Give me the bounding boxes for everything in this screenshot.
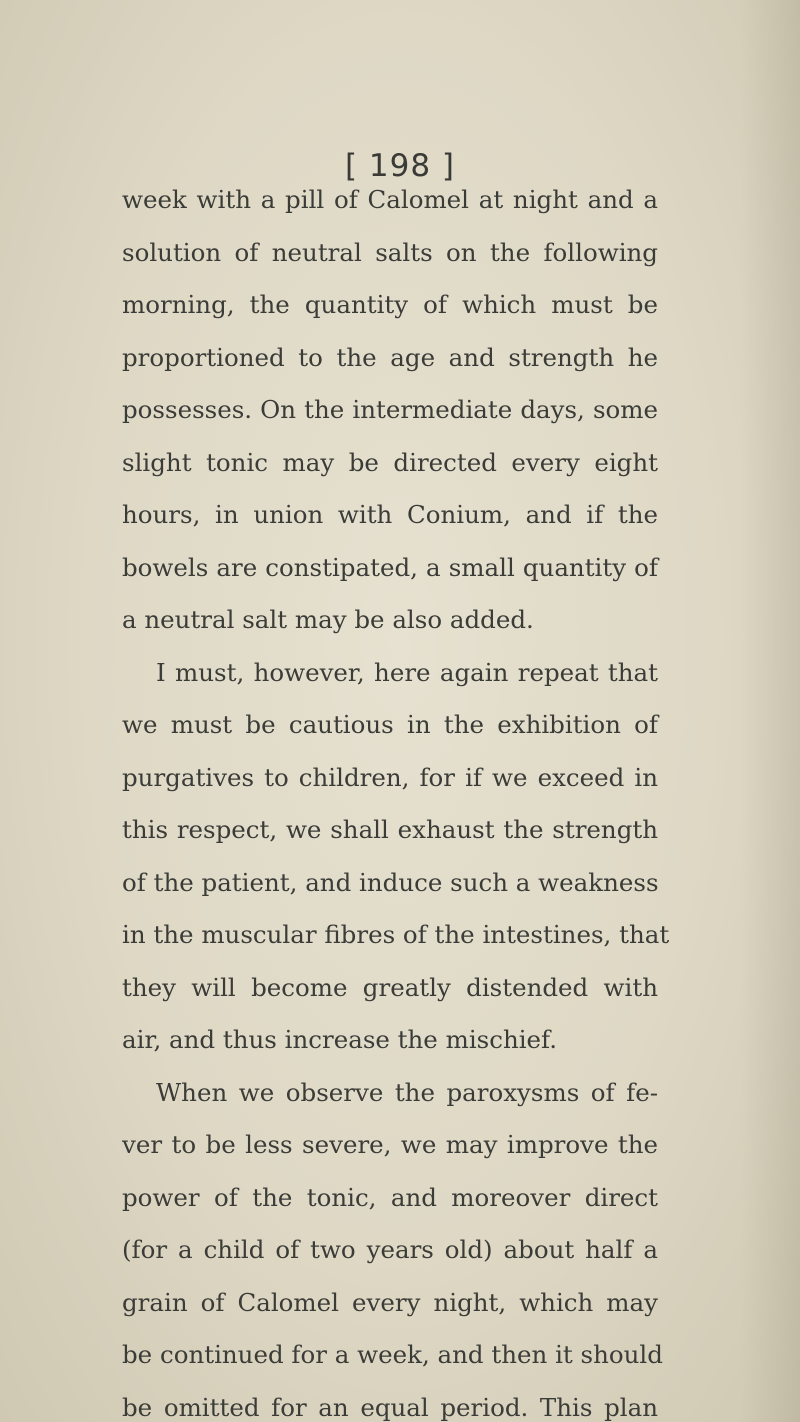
text-line: ver to be less severe, we may improve the bbox=[122, 1130, 658, 1159]
page-edge-shadow bbox=[740, 0, 800, 1422]
text-line: grain of Calomel every night, which may bbox=[122, 1287, 658, 1317]
text-line: purgatives to children, for if we exceed in bbox=[122, 762, 658, 792]
text-line: they will become greatly distended with bbox=[122, 972, 658, 1002]
paragraph-end-line: a neutral salt may be also added. bbox=[122, 605, 534, 634]
paragraph-end-line: air, and thus increase the mischief. bbox=[122, 1025, 558, 1054]
text-line: this respect, we shall exhaust the strength bbox=[122, 815, 658, 844]
paragraph-start-line: I must, however, here again repeat that bbox=[156, 657, 658, 687]
text-line: of the patient, and induce such a weakness bbox=[122, 867, 659, 897]
text-line: possesses. On the intermediate days, some bbox=[122, 395, 658, 424]
text-line: power of the tonic, and moreover direct bbox=[122, 1182, 658, 1212]
text-line: be omitted for an equal period. This plan bbox=[122, 1392, 658, 1422]
text-line: week with a pill of Calomel at night and a bbox=[122, 185, 658, 214]
text-line: proportioned to the age and strength he bbox=[122, 342, 658, 372]
text-line: in the muscular fibres of the intestines, that bbox=[122, 920, 670, 949]
text-line: be continued for a week, and then it should bbox=[122, 1340, 663, 1369]
text-line: morning, the quantity of which must be bbox=[122, 290, 658, 319]
paragraph-start-line: When we observe the paroxysms of fe- bbox=[156, 1077, 658, 1107]
text-line: we must be cautious in the exhibition of bbox=[122, 710, 658, 739]
text-line: solution of neutral salts on the following bbox=[122, 237, 658, 267]
body-text bbox=[122, 174, 670, 1422]
text-line: hours, in union with Conium, and if the bbox=[122, 500, 658, 529]
page-number: [ 198 ] bbox=[344, 148, 456, 184]
text-line: (for a child of two years old) about half a bbox=[122, 1235, 658, 1264]
text-line: slight tonic may be directed every eight bbox=[122, 447, 658, 477]
text-line: bowels are constipated, a small quantity of bbox=[122, 552, 658, 582]
